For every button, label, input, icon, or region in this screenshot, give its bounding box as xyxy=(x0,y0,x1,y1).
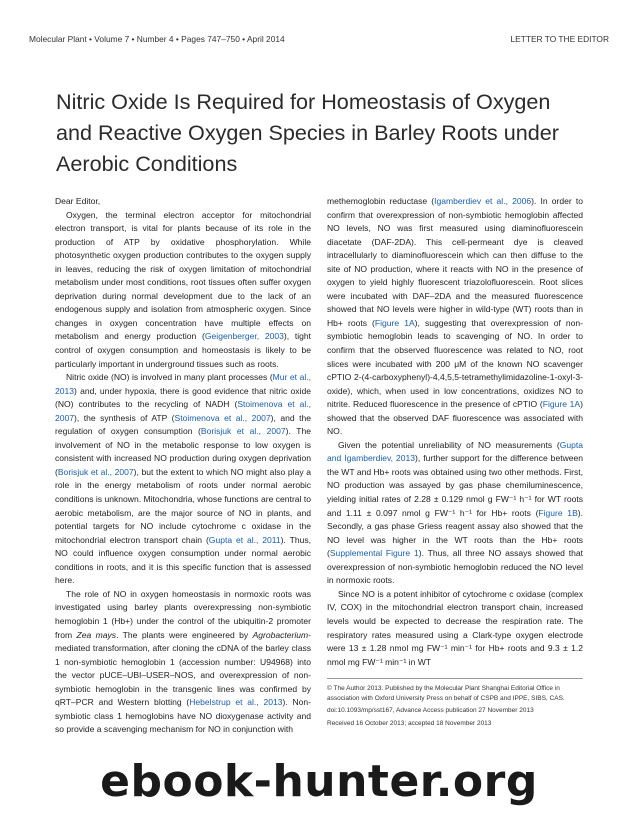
text-run: ). In order to confirm that overexpression of non-symbiotic hemoglobin affected NO levels, NO was first measured using diaminofluorescein diacetate (DAF-2DA). This cell-permeant dye is cleaved intracellularly to diaminofluorescein which can then diffuse to the site of NO production, where it reacts with NO in the presence of oxygen to yield highly fluorescent triazolofluorescein. Root slices were incubated with DAF–2DA and the measured fluorescence showed that NO levels were higher in wild-type (WT) roots than in Hb+ roots ( xyxy=(327,196,583,328)
text-run: methemoglobin reductase ( xyxy=(327,196,435,206)
citation-link[interactable]: Borisjuk et al., 2007 xyxy=(57,466,134,477)
figure-link[interactable]: Figure 1B xyxy=(538,507,578,518)
journal-info: Molecular Plant • Volume 7 • Number 4 • Pages 747–750 • April 2014 xyxy=(29,34,285,44)
paragraph xyxy=(55,588,311,737)
citation-link[interactable]: Stoimenova et al., 2007 xyxy=(55,399,311,423)
paragraph: Since NO is a potent inhibitor of cytochrome c oxidase (complex IV, COX) in the mitochondrial electron transport chain, increased levels would be expected to decrease the respiration rate. The respiratory rates measured using a Clark-type oxygen electrode were 13 ± 1.28 nmol mg FW⁻¹ min⁻¹ for Hb+ roots and 9.3 ± 1.2 nmol mg FW⁻¹ min⁻¹ in WT xyxy=(327,588,583,667)
text-run: Oxygen, the terminal electron acceptor for mitochondrial electron transport, is vital for plants because of its role in the production of ATP by oxidative phosphorylation. While photosynthetic oxygen production contributes to the oxygen supply in leaves, reducing the risk of oxygen limitation of mitochondrial metabolism under most conditions, root tissues often suffer oxygen deprivation during normal development due to the lack of an endogenous supply and isolation from atmospheric oxygen. Since changes in oxygen concentration have multiple effects on metabolism and energy production ( xyxy=(55,209,311,342)
text-run: Given the potential unreliability of NO measurements ( xyxy=(338,439,560,450)
received-note: Received 16 October 2013; accepted 18 November 2013 xyxy=(327,719,492,727)
text-run: ) and, under hypoxia, there is good evidence that nitric oxide (NO) contributes to the recycling of NADH ( xyxy=(55,385,311,410)
running-header xyxy=(29,34,609,48)
citation-link[interactable]: Igamberdiev et al., 2006 xyxy=(434,196,532,206)
text-run: ), tight control of oxygen consumption and homeostasis is likely to be particularly important in underground tissues such as roots. xyxy=(55,331,311,369)
footnote-divider xyxy=(327,678,583,679)
citation-link[interactable]: Stoimenova et al., 2007 xyxy=(174,412,271,423)
footnotes xyxy=(327,684,583,731)
text-run: The role of NO in oxygen homeostasis in normoxic roots was investigated using barley plants overexpressing non-symbiotic hemoglobin 1 (Hb+) under the control of the ubiquitin-2 promoter from xyxy=(55,588,311,640)
figure-link[interactable]: Figure 1A xyxy=(374,317,415,328)
citation-link[interactable]: Geigenberger, 2003 xyxy=(204,331,284,342)
copyright-note: © The Author 2013. Published by the Molecular Plant Shanghai Editorial Office in association with Oxford University Press on behalf of CSPB and IPPE, SIBS, CAS. xyxy=(327,685,565,702)
figure-link[interactable]: Figure 1A xyxy=(542,399,581,410)
citation-link[interactable]: Gupta and Igamberdiev, 2013 xyxy=(327,439,583,464)
citation-link[interactable]: Mur et al., 2013 xyxy=(55,372,311,396)
citation-link[interactable]: Gupta et al., 2011 xyxy=(208,534,281,545)
article-title: Nitric Oxide Is Required for Homeostasis of Oxygen and Reactive Oxygen Species in Barley Roots under Aerobic Conditions xyxy=(56,89,559,176)
citation-link[interactable]: Borisjuk et al., 2007 xyxy=(200,426,286,437)
text-run: -mediated transformation, after cloning the cDNA of the barley class 1 non-symbiotic hemoglobin 1 (accession number: U94968) into the vector pUCE–UBI–USER–NOS, and overexpression of non-symbiotic hemoglobin in the transgenic lines was confirmed by qRT–PCR and Western blotting ( xyxy=(55,629,312,708)
right-column xyxy=(327,195,583,669)
text-run: ), the synthesis of ATP ( xyxy=(74,412,175,423)
text-run: Nitric oxide (NO) is involved in many plant processes ( xyxy=(66,372,273,383)
species-name: Zea mays xyxy=(76,629,117,640)
figure-link[interactable]: Supplemental Figure 1 xyxy=(329,548,419,559)
left-column xyxy=(55,195,311,737)
section-label: LETTER TO THE EDITOR xyxy=(510,34,609,44)
text-run: ). Thus, all three NO assays showed that overexpression of non-symbiotic hemoglobin reduced the NO level in normoxic roots. xyxy=(327,548,584,586)
paragraph xyxy=(55,209,311,372)
text-run: ). Thus, NO could influence oxygen consumption under normal aerobic conditions in roots, and it is this specific function that is assessed here. xyxy=(55,534,311,586)
salutation: Dear Editor, xyxy=(55,196,101,206)
watermark: ebook-hunter.org xyxy=(100,756,538,807)
species-name: Agrobacterium xyxy=(252,629,309,640)
doi-note: doi:10.1093/mp/sst167, Advance Access publication 27 November 2013 xyxy=(327,707,534,715)
text-run: ), but the extent to which NO might also play a role in the energy metabolism of roots under normal aerobic conditions is unknown. Mitochondria, whose functions are central to aerobic metabolism, are the major source of NO in plants, and potential targets for NO include cytochrome c oxidase in the mitochondrial electron transport chain ( xyxy=(55,466,311,545)
citation-link[interactable]: Hebelstrup et al., 2013 xyxy=(189,697,283,708)
paragraph xyxy=(327,439,583,588)
text-run: ). Secondly, a gas phase Griess reagent assay also showed that the NO level was higher in the WT roots than the Hb+ roots ( xyxy=(327,507,583,559)
text-run: ), and the regulation of oxygen consumption ( xyxy=(55,412,311,437)
paragraph xyxy=(55,371,311,588)
text-run: ) showed that the observed DAF fluorescence was associated with NO. xyxy=(327,399,583,437)
text-run: ). Non-symbiotic class 1 hemoglobins have NO dioxygenase activity and so provide a scavenging mechanism for NO in conjunction with xyxy=(55,697,311,735)
text-run: ). The involvement of NO in the metabolic response to low oxygen is consistent with increased NO production during oxygen deprivation ( xyxy=(55,426,311,477)
text-run: ), suggesting that overexpression of non-symbiotic hemoglobin leads to scavenging of NO. In order to confirm that the observed fluorescence was related to NO, root slices were incubated with 200 μM of the known NO scavenger cPTIO 2-(4-carboxyphenyl)-4,4,5,5-tetramethylimidazoline-1-oxyl-3-oxide), which, when used in low concentrations, oxidizes NO to nitrite. Reduced fluorescence in the presence of cPTIO ( xyxy=(327,317,583,410)
text-run: ), further support for the difference between the WT and Hb+ roots was obtained using two other methods. First, NO production was assayed by gas phase chemiluminescence, yielding initial rates of 2.28 ± 0.129 nmol g FW⁻¹ h⁻¹ for WT roots and 1.11 ± 0.097 nmol g FW⁻¹ h⁻¹ for Hb+ roots ( xyxy=(327,453,584,518)
paragraph xyxy=(327,195,583,439)
text-run: . The plants were engineered by xyxy=(116,629,253,640)
